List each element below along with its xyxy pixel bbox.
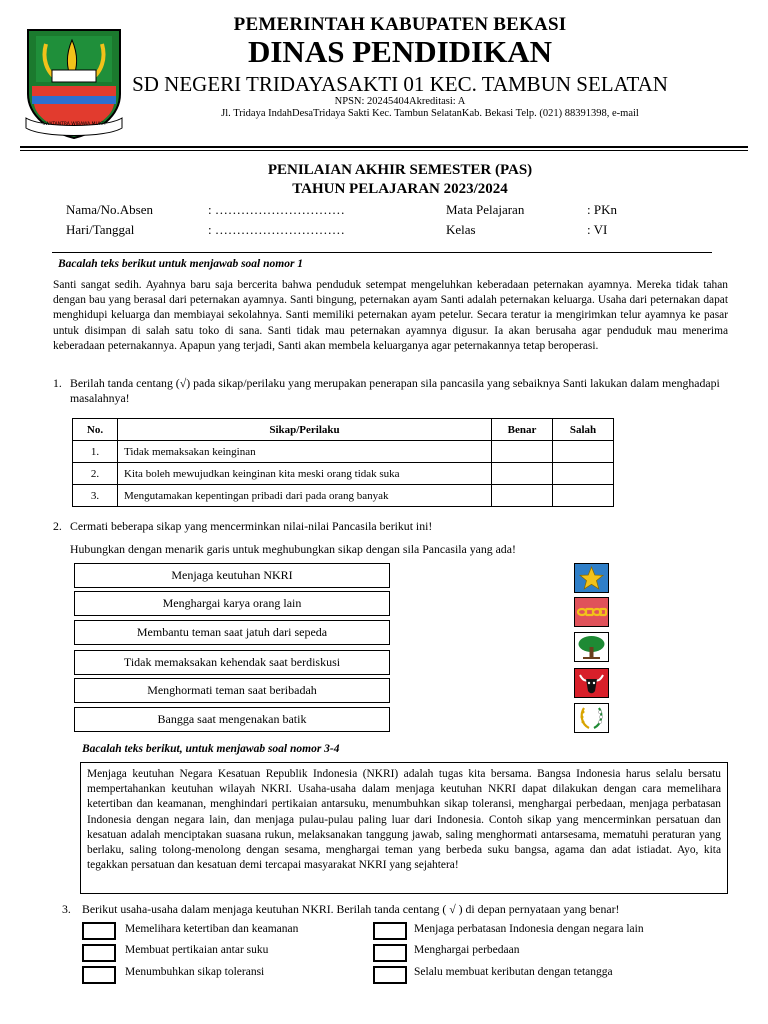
table-header-row [73, 419, 614, 441]
checkbox[interactable] [82, 922, 116, 940]
banyan-tree-icon[interactable] [574, 632, 609, 662]
checkbox[interactable] [373, 966, 407, 984]
match-item-5[interactable]: Menghormati teman saat beribadah [74, 678, 390, 703]
checkbox[interactable] [82, 944, 116, 962]
subject-label: Mata Pelajaran [446, 202, 525, 217]
bull-head-icon[interactable] [574, 668, 609, 698]
header-divider-thin [20, 150, 748, 151]
row-text: Mengutamakan kepentingan pribadi dari pada orang banyak [118, 485, 492, 507]
section2-paragraph: Menjaga keutuhan Negara Kesatuan Republik Indonesia (NKRI) adalah tugas kita bersama. Bangsa Indonesia harus selalu bersatu mempertahankan keutuhan wilayah NKRI. Usaha-usaha dalam menjaga keutuhan NKRI dapat dilakukan dengan cara memelihara ketertiban dan keamanan, menghindari pertikaian antarsuku, menumbuhkan sikap toleransi, menghargai perbedaan, menjaga perbatasan Indonesia dengan negara lain, dan menjaga pulau-pulau paling luar dari Indonesia. Contoh sikap yang mencerminkan persatuan dan kesatuan adalah menciptakan suasana rukun, melaksanakan tanggung jawab, saling menghormati antarsesama, mematuhi peraturan yang berlaku, saling tolong-menolong dengan sesama, menghargai teman yang berbeda suku bangsa, agama dan adat istiadat. Ayo, kita tegakkan persatuan dan kesatuan demi tercapai masyarakat NKRI yang sejahtera! [80, 762, 728, 894]
match-item-4[interactable]: Tidak memaksakan kehendak saat berdiskusi [74, 650, 390, 675]
row-text: Kita boleh mewujudkan keinginan kita meski orang tidak suka [118, 463, 492, 485]
option-label: Menjaga perbatasan Indonesia dengan negara lain [414, 923, 644, 935]
table-row [73, 485, 614, 507]
col-no: No. [73, 419, 118, 441]
correct-cell[interactable] [492, 441, 553, 463]
q2-number: 2. [53, 519, 62, 533]
q1-text: Berilah tanda centang (√) pada sikap/perilaku yang merupakan penerapan sila pancasila yang sebaiknya Santi lakukan dalam menghadapi masalahnya! [70, 376, 720, 405]
header-department: DINAS PENDIDIKAN [247, 34, 552, 69]
section1-instruction: Bacalah teks berikut untuk menjawab soal nomor 1 [58, 258, 304, 270]
q1-number: 1. [53, 376, 62, 390]
col-correct: Benar [492, 419, 553, 441]
star-icon[interactable] [574, 563, 609, 593]
q3-number: 3. [62, 902, 71, 916]
match-item-6[interactable]: Bangga saat mengenakan batik [74, 707, 390, 732]
header-divider [20, 146, 748, 148]
header-address: Jl. Tridaya IndahDesaTridaya Sakti Kec. Tambun SelatanKab. Bekasi Telp. (021) 88391398, e-mail [221, 108, 639, 119]
checkbox[interactable] [82, 966, 116, 984]
row-number: 3. [73, 485, 118, 507]
col-wrong: Salah [553, 419, 614, 441]
info-divider [52, 252, 712, 253]
match-item-1[interactable]: Menjaga keutuhan NKRI [74, 563, 390, 588]
q2-instruction: Hubungkan dengan menarik garis untuk meghubungkan sikap dengan sila Pancasila yang ada! [70, 542, 516, 556]
table-row [73, 441, 614, 463]
correct-cell[interactable] [492, 485, 553, 507]
option-label: Selalu membuat keributan dengan tetangga [414, 966, 613, 978]
header-npsn: NPSN: 20245404Akreditasi: A [334, 96, 466, 107]
rice-cotton-icon[interactable] [574, 703, 609, 733]
header-government: PEMERINTAH KABUPATEN BEKASI [233, 14, 567, 35]
wrong-cell[interactable] [553, 485, 614, 507]
class-value: : VI [587, 222, 608, 237]
checkbox[interactable] [373, 944, 407, 962]
row-text: Tidak memaksakan keinginan [118, 441, 492, 463]
name-label: Nama/No.Absen [66, 202, 154, 217]
day-label: Hari/Tanggal [66, 222, 135, 237]
subject-value: : PKn [587, 202, 617, 217]
q2-text: Cermati beberapa sikap yang mencerminkan nilai-nilai Pancasila berikut ini! [70, 519, 433, 533]
q3-text: Berikut usaha-usaha dalam menjaga keutuhan NKRI. Berilah tanda centang ( √ ) di depan pernyataan yang benar! [82, 902, 620, 916]
day-field[interactable]: : ………………………… [208, 222, 345, 237]
name-field[interactable]: : ………………………… [208, 202, 345, 217]
exam-year: TAHUN PELAJARAN 2023/2024 [292, 181, 508, 197]
option-label: Menumbuhkan sikap toleransi [125, 966, 265, 978]
exam-title: PENILAIAN AKHIR SEMESTER (PAS) [267, 162, 533, 178]
section1-paragraph: Santi sangat sedih. Ayahnya baru saja bercerita bahwa penduduk setempat mengeluhkan keberadaan peternakan ayamnya. Mereka tidak tahan dengan bau yang berasal dari peternakan ayamnya. Santi bingung, peternakan ayam Santi adalah peternakan keluarga. Usaha dari peternakan dapat menghidupi keluarga dan membiayai sekolahnya. Santi memiliki peternakan ayam petelur. Secara teratur ia mengirimkan telur ayamnya ke pasar untuk disimpan di salah satu toko di sana. Santi tidak mau peternakan ayamnya digusur. Ia akan berusaha agar penduduk mau menerima keberadaan peternakannya. Apapun yang terjadi, Santi akan membela keluarganya agar peternakannya tetap beroperasi. [53, 279, 728, 352]
table-row [73, 463, 614, 485]
correct-cell[interactable] [492, 463, 553, 485]
logo-motto: SWATANTRA WIBAWA MUKTI [42, 122, 106, 127]
section2-instruction: Bacalah teks berikut, untuk menjawab soal nomor 3-4 [82, 743, 340, 755]
col-behavior: Sikap/Perilaku [118, 419, 492, 441]
wrong-cell[interactable] [553, 441, 614, 463]
chain-icon[interactable] [574, 597, 609, 627]
row-number: 1. [73, 441, 118, 463]
wrong-cell[interactable] [553, 463, 614, 485]
match-item-3[interactable]: Membantu teman saat jatuh dari sepeda [74, 620, 390, 645]
row-number: 2. [73, 463, 118, 485]
option-label: Membuat pertikaian antar suku [125, 944, 269, 956]
q1-table [72, 418, 614, 507]
header-school-name: SD NEGERI TRIDAYASAKTI 01 KEC. TAMBUN SELATAN [132, 72, 668, 96]
match-item-2[interactable]: Menghargai karya orang lain [74, 591, 390, 616]
option-label: Menghargai perbedaan [414, 944, 520, 956]
class-label: Kelas [446, 222, 476, 237]
checkbox[interactable] [373, 922, 407, 940]
option-label: Memelihara ketertiban dan keamanan [125, 923, 299, 935]
